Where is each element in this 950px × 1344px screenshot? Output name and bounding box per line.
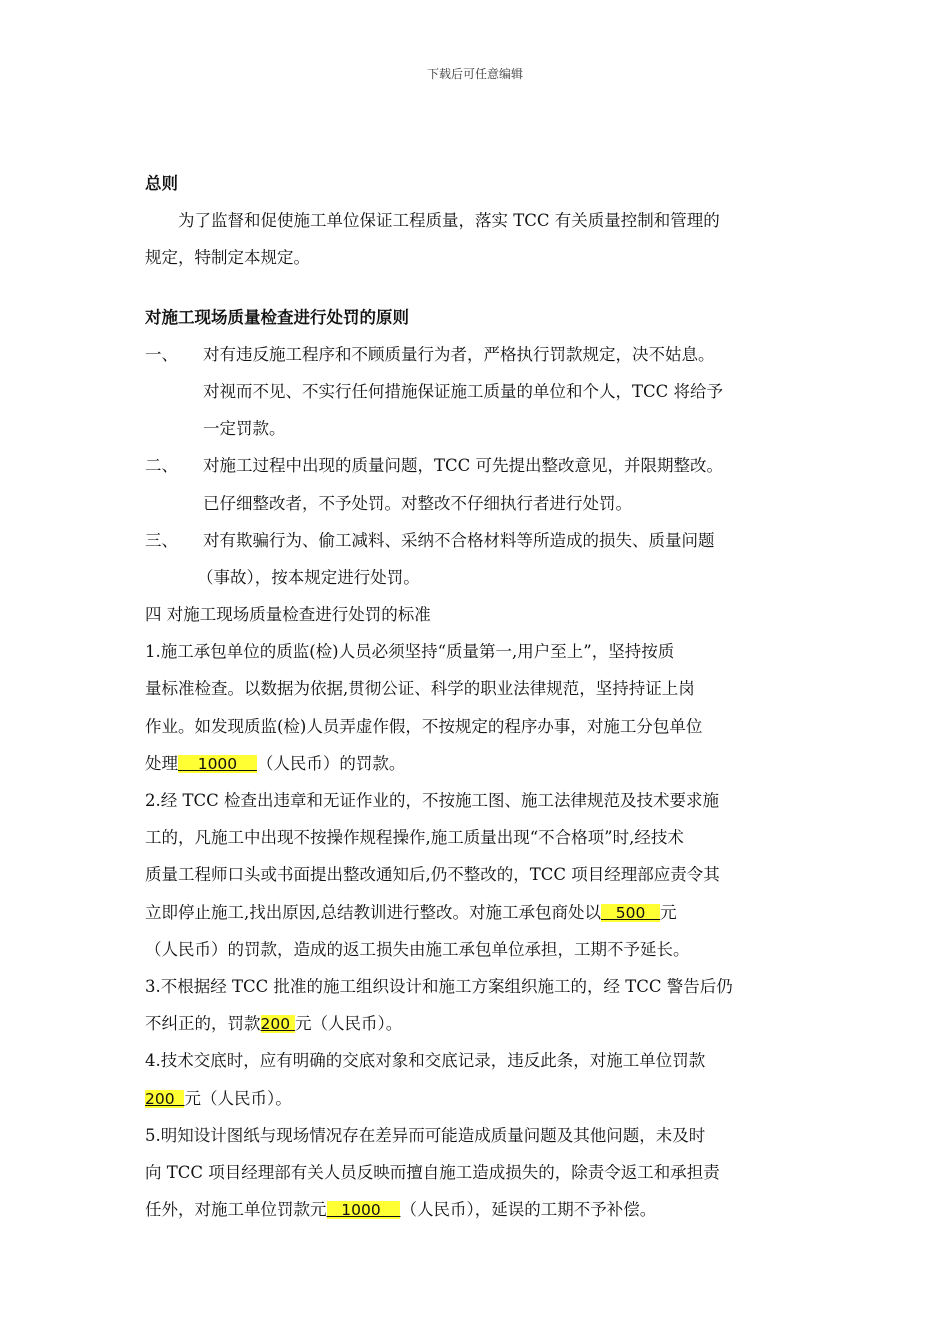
paragraph-line (145, 1080, 810, 1117)
paragraph-line: 2.经 TCC 检查出违章和无证作业的，不按施工图、施工法律规范及技术要求施 (145, 791, 719, 810)
fine-amount-highlight: 500 (601, 903, 661, 922)
paragraph-line: 3.不根据经 TCC 批准的施工组织设计和施工方案组织施工的，经 TCC 警告后仍 (145, 976, 733, 996)
text-fragment: （人民币）的罚款。 (256, 753, 406, 773)
paragraph-line (145, 1191, 810, 1228)
paragraph-line (145, 745, 810, 782)
item-text: 对有违反施工程序和不顾质量行为者，严格执行罚款规定，决不姑息。 (203, 344, 715, 364)
text-fragment: 不纠正的，罚款 (145, 1014, 261, 1034)
fine-amount-highlight: 200 (145, 1089, 185, 1108)
paragraph-line: 1.施工承包单位的质监(检)人员必须坚持“质量第一,用户至上”，坚持按质 (145, 642, 675, 662)
item-text: 对施工过程中出现的质量问题，TCC 可先提出整改意见，并限期整改。 (203, 456, 723, 476)
text-fragment: 元 (660, 902, 677, 922)
paragraph-line: 工的，凡施工中出现不按操作规程操作,施工质量出现“不合格项”时,经技术 (145, 828, 684, 848)
paragraph-line: 已仔细整改者，不予处罚。对整改不仔细执行者进行处罚。 (203, 493, 632, 513)
section-title-principles: 对施工现场质量检查进行处罚的原则 (145, 307, 409, 327)
paragraph-line: 质量工程师口头或书面提出整改通知后,仍不整改的，TCC 项目经理部应责令其 (145, 865, 720, 885)
item-number: 二、 (145, 456, 178, 476)
paragraph-line: 4.技术交底时，应有明确的交底对象和交底记录，违反此条，对施工单位罚款 (145, 1051, 706, 1071)
text-fragment: 元（人民币）。 (295, 1014, 403, 1034)
paragraph-line: 为了监督和促使施工单位保证工程质量，落实 TCC 有关质量控制和管理的 (178, 211, 720, 231)
principle-item-3 (145, 522, 810, 559)
item-number: 一、 (145, 344, 178, 364)
paragraph-line: （事故），按本规定进行处罚。 (197, 567, 420, 587)
document-body (145, 165, 810, 1228)
text-fragment: 处理 (145, 753, 178, 773)
paragraph-line: （人民币）的罚款，造成的返工损失由施工承包单位承担，工期不予延长。 (145, 939, 690, 959)
fine-amount-highlight: 1000 (326, 1201, 401, 1220)
section-title-standards: 四 对施工现场质量检查进行处罚的标准 (145, 605, 431, 625)
text-fragment: 立即停止施工,找出原因,总结教训进行整改。对施工承包商处以 (145, 902, 601, 922)
text-fragment: 元（人民币）。 (184, 1088, 292, 1108)
paragraph-line: 一定罚款。 (203, 419, 286, 439)
paragraph-line: 规定，特制定本规定。 (145, 248, 310, 268)
item-number: 三、 (145, 530, 178, 550)
text-fragment: 任外，对施工单位罚款元 (145, 1200, 327, 1220)
section-title-general: 总则 (145, 174, 178, 193)
principle-item-2 (145, 447, 810, 484)
paragraph-line: 作业。如发现质监(检)人员弄虚作假，不按规定的程序办事，对施工分包单位 (145, 716, 703, 736)
principle-item-1 (145, 336, 810, 373)
fine-amount-highlight: 1000 (178, 754, 257, 773)
paragraph-line: 5.明知设计图纸与现场情况存在差异而可能造成质量问题及其他问题，未及时 (145, 1125, 706, 1145)
page-header: 下载后可任意编辑 (426, 67, 523, 81)
paragraph-line (145, 894, 810, 931)
paragraph-line: 对视而不见、不实行任何措施保证施工质量的单位和个人，TCC 将给予 (203, 381, 723, 401)
paragraph-line (145, 1005, 810, 1042)
paragraph-line: 量标准检查。以数据为依据,贯彻公证、科学的职业法律规范，坚持持证上岗 (145, 679, 695, 699)
fine-amount-highlight: 200 (260, 1015, 296, 1034)
text-fragment: （人民币），延误的工期不予补偿。 (400, 1200, 657, 1220)
paragraph-line: 向 TCC 项目经理部有关人员反映而擅自施工造成损失的，除责令返工和承担责 (145, 1162, 720, 1182)
item-text: 对有欺骗行为、偷工减料、采纳不合格材料等所造成的损失、质量问题 (203, 530, 715, 550)
